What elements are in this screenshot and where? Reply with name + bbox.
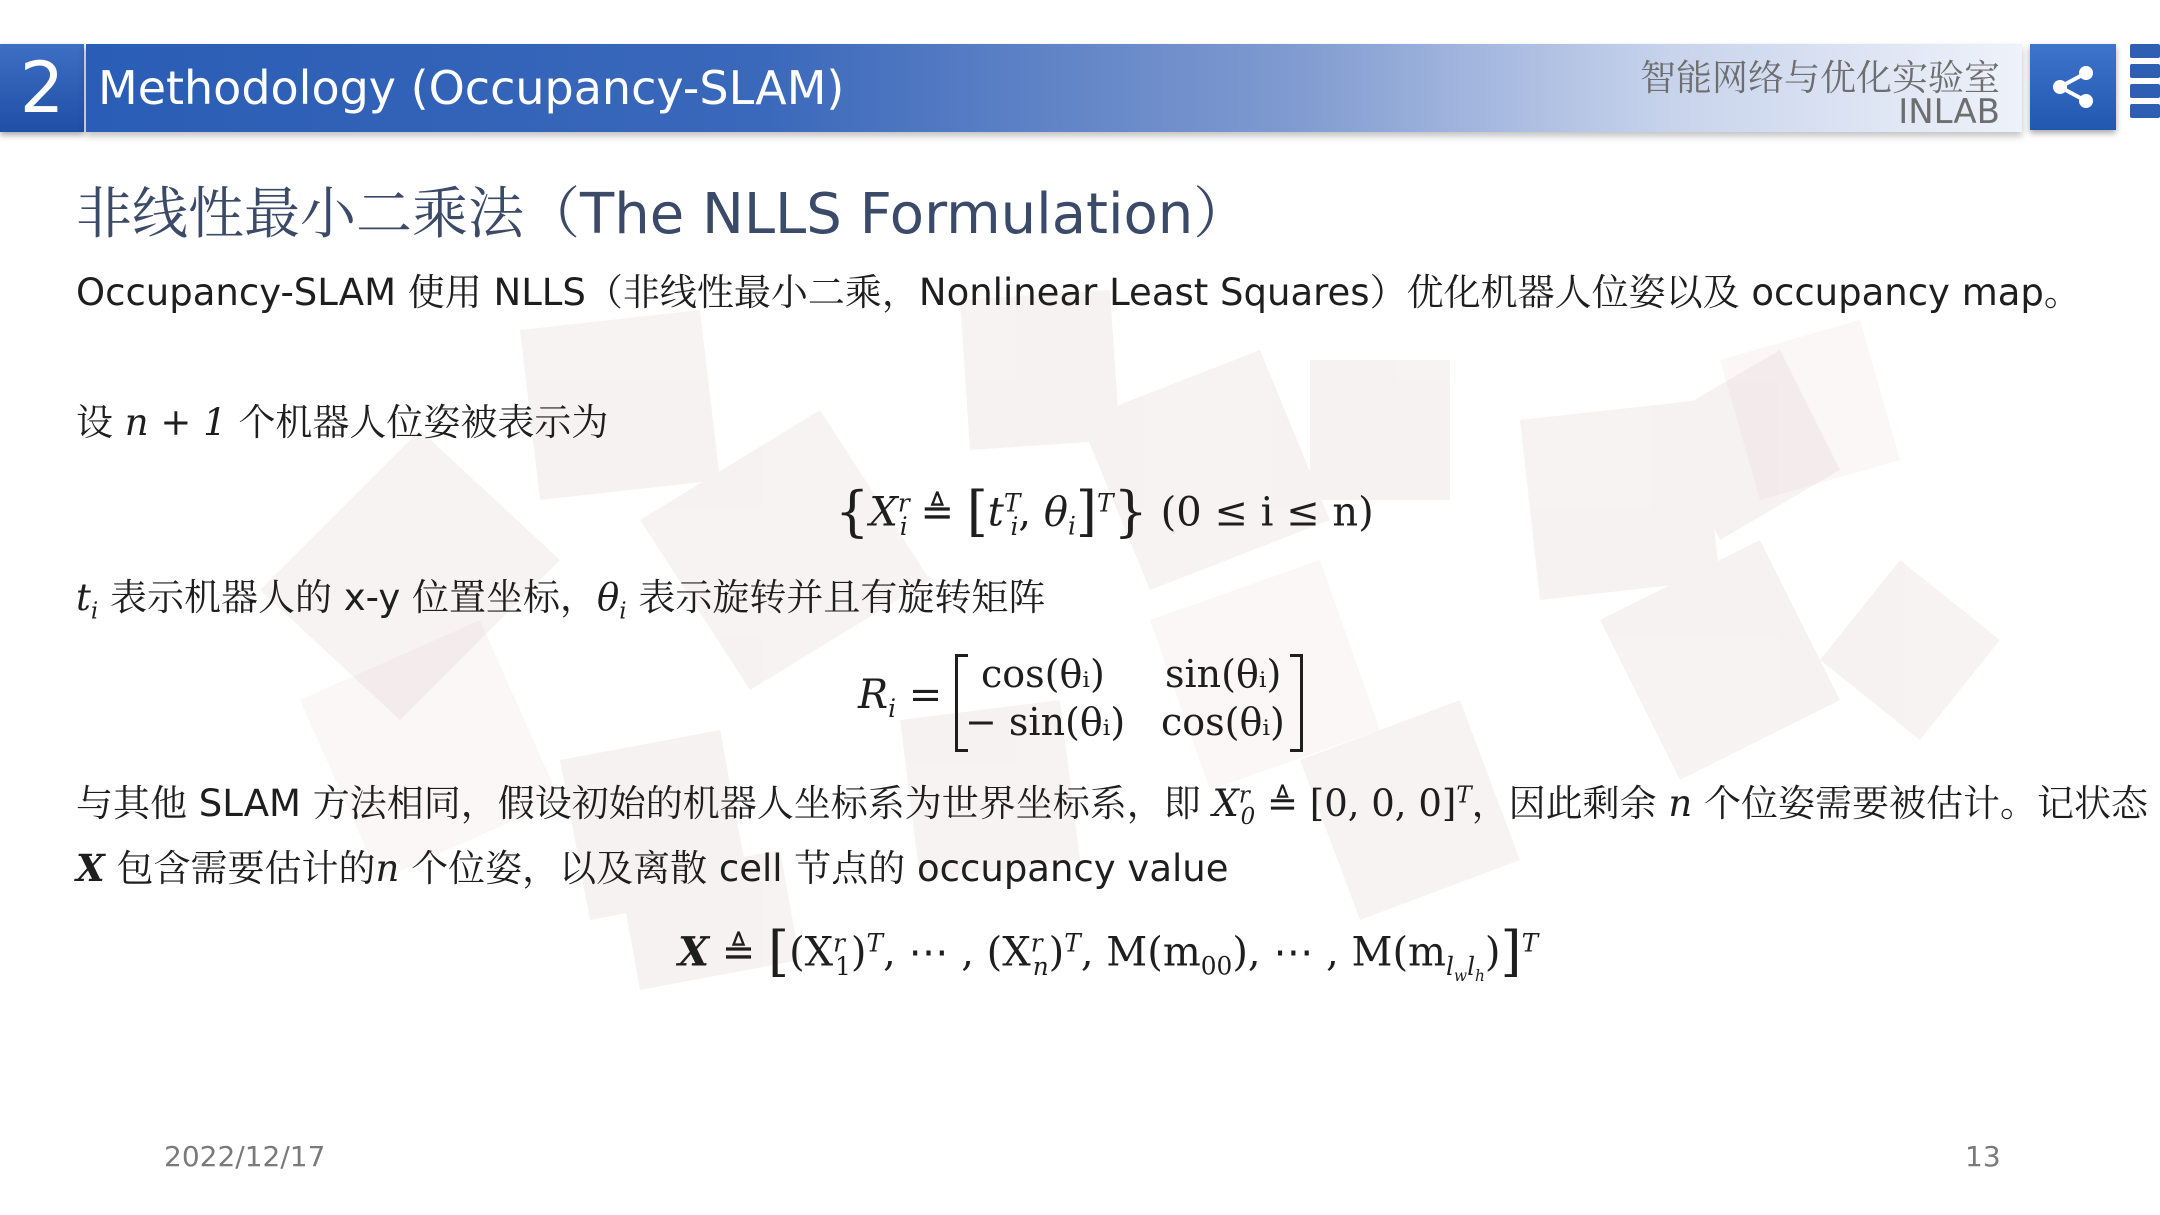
title-bar [86,44,2022,132]
page-number: 13 [1965,1140,2001,1173]
rotation-matrix [955,648,1303,748]
share-button[interactable] [2030,44,2116,130]
matrix-cell-22: cos(θᵢ) [1161,700,1285,744]
lab-name-cn: 智能网络与优化实验室 [1639,58,2000,99]
footer-date: 2022/12/17 [164,1140,326,1173]
pose-sentence [76,392,608,446]
slide-title: Methodology (Occupancy-SLAM) [98,61,845,115]
state-sentence: X 包含需要估计的n 个位姿，以及离散 cell 节点的 occupancy value [76,846,1229,890]
matrix-cell-21: − sin(θᵢ) [965,700,1126,744]
share-icon [2048,62,2098,112]
t-description: $t_i$ 表示机器人的 x-y 位置坐标，$\theta_i$ 表示旋转并且有旋转矩阵 [76,576,1046,625]
pose-pre: 设 [76,401,113,444]
intro-paragraph: Occupancy-SLAM 使用 NLLS（非线性最小二乘，Nonlinear Least Squares）优化机器人位姿以及 occupancy map。 [76,271,2081,314]
edge-decoration [2130,44,2160,134]
slam-sentence: 与其他 SLAM 方法相同，假设初始的机器人坐标系为世界坐标系，即 $X^r_0$ ≜ [0, 0, 0]$^T$，因此剩余 n 个位姿需要被估计。记状态 [76,782,2148,831]
section-number: 2 [0,44,84,132]
lab-name-en: INLAB [1898,92,2000,132]
matrix-lhs: $R_i$ = [858,672,943,723]
state-equation: X ≜ [$(X^r_1)^T$, ⋯ , $(X^r_n)^T$, $M(m_{00})$, ⋯ , $M(m_{l_wl_h})]^T$ [678,920,1539,985]
pose-equation: {$X^r_i$ ≜ [$t^T_i$, $\theta_i]^T$} (0 ≤ i ≤ n) [835,480,1374,543]
section-heading: 非线性最小二乘法（The NLLS Formulation） [76,182,1250,247]
matrix-cell-12: sin(θᵢ) [1165,652,1282,696]
pose-post: 个机器人位姿被表示为 [238,401,609,444]
pose-var: n + 1 [124,401,227,444]
matrix-cell-11: cos(θᵢ) [981,652,1105,696]
